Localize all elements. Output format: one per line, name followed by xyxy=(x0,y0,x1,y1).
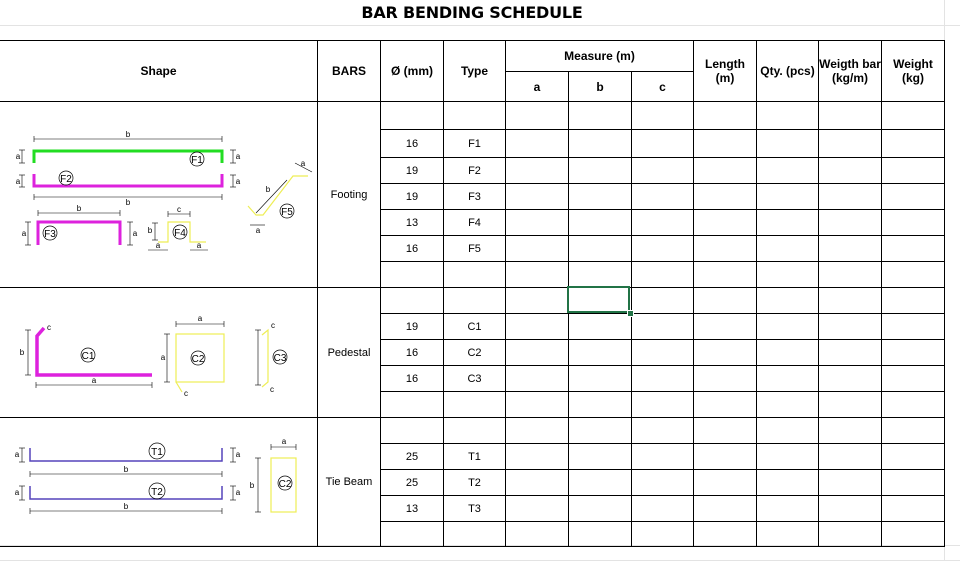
svg-text:a: a xyxy=(235,450,241,459)
label-T2: T2 xyxy=(151,487,163,498)
table-cell-type[interactable]: C1 xyxy=(467,320,482,333)
table-cell-type[interactable]: C2 xyxy=(467,346,482,359)
svg-text:a: a xyxy=(235,488,241,497)
svg-text:c: c xyxy=(270,385,274,394)
label-F2: F2 xyxy=(60,174,72,185)
svg-text:a: a xyxy=(91,376,97,385)
table-cell-type[interactable]: T2 xyxy=(468,476,481,489)
table-cell-type[interactable]: F5 xyxy=(468,242,481,255)
svg-text:a: a xyxy=(235,152,241,161)
group-footing: Footing xyxy=(330,188,368,201)
header-measure-b: b xyxy=(596,79,604,94)
header-length: Length (m) xyxy=(705,57,745,85)
tie-beam-shapes-diagram xyxy=(0,418,317,546)
header-type: Type xyxy=(460,64,489,78)
label-F3: F3 xyxy=(44,229,56,240)
svg-text:c: c xyxy=(177,205,181,214)
svg-text:c: c xyxy=(271,321,275,330)
svg-text:c: c xyxy=(184,389,188,398)
pedestal-shapes-diagram xyxy=(0,288,317,417)
table-cell-dia[interactable]: 13 xyxy=(405,216,419,229)
table-cell-dia[interactable]: 16 xyxy=(405,242,419,255)
svg-text:b: b xyxy=(76,204,82,213)
header-measure: Measure (m) xyxy=(564,49,635,63)
svg-text:b: b xyxy=(123,465,129,474)
svg-text:b: b xyxy=(125,130,131,139)
svg-text:a: a xyxy=(14,488,20,497)
table-cell-type[interactable]: T3 xyxy=(468,502,481,515)
group-tie-beam: Tie Beam xyxy=(325,476,373,488)
svg-text:a: a xyxy=(235,177,241,186)
label-T1: T1 xyxy=(151,447,163,458)
svg-text:b: b xyxy=(265,185,271,194)
table-cell-type[interactable]: C3 xyxy=(467,372,482,385)
label-F1: F1 xyxy=(191,155,203,166)
table-cell-type[interactable]: F2 xyxy=(468,164,481,177)
header-measure-a: a xyxy=(533,79,541,94)
table-cell-dia[interactable]: 13 xyxy=(405,502,419,515)
fill-handle[interactable] xyxy=(627,310,634,317)
svg-text:a: a xyxy=(155,241,161,250)
header-weight: Weight (kg) xyxy=(893,57,933,85)
svg-text:b: b xyxy=(147,226,153,235)
table-cell-dia[interactable]: 19 xyxy=(405,190,419,203)
selected-cell[interactable] xyxy=(567,286,630,313)
header-measure-c: c xyxy=(659,79,666,94)
svg-text:a: a xyxy=(15,177,21,186)
header-qty: Qty. (pcs) xyxy=(760,64,815,78)
header-weight-bar: Weigth bar (kg/m) xyxy=(819,57,881,85)
label-C2: C2 xyxy=(191,354,205,365)
label-C1: C1 xyxy=(81,351,95,362)
footing-shapes-diagram xyxy=(0,102,317,287)
svg-text:c: c xyxy=(47,323,51,332)
header-bars: BARS xyxy=(331,64,366,78)
label-F5: F5 xyxy=(281,207,293,218)
svg-text:a: a xyxy=(281,437,287,446)
table-cell-dia[interactable]: 16 xyxy=(405,346,419,359)
table-cell-dia[interactable]: 25 xyxy=(405,450,419,463)
svg-text:a: a xyxy=(255,226,261,235)
svg-text:a: a xyxy=(300,159,306,168)
header-shape: Shape xyxy=(140,64,177,78)
page-title: BAR BENDING SCHEDULE xyxy=(361,3,583,22)
svg-text:a: a xyxy=(160,353,166,362)
table-cell-dia[interactable]: 19 xyxy=(405,320,419,333)
svg-text:a: a xyxy=(196,241,202,250)
table-cell-dia[interactable]: 25 xyxy=(405,476,419,489)
svg-text:b: b xyxy=(19,348,25,357)
label-C2-tie: C2 xyxy=(278,479,292,490)
header-diameter: Ø (mm) xyxy=(391,64,433,78)
svg-text:a: a xyxy=(21,229,27,238)
table-cell-type[interactable]: F1 xyxy=(468,137,481,150)
table-cell-dia[interactable]: 19 xyxy=(405,164,419,177)
table-cell-type[interactable]: F3 xyxy=(468,190,481,203)
group-pedestal: Pedestal xyxy=(327,346,371,359)
label-F4: F4 xyxy=(174,228,186,239)
label-C3: C3 xyxy=(273,353,287,364)
table-cell-type[interactable]: T1 xyxy=(468,450,481,463)
svg-text:a: a xyxy=(14,450,20,459)
svg-text:a: a xyxy=(197,314,203,323)
table-cell-dia[interactable]: 16 xyxy=(405,137,419,150)
svg-text:a: a xyxy=(15,152,21,161)
svg-text:b: b xyxy=(249,481,255,490)
svg-text:a: a xyxy=(132,229,138,238)
table-cell-dia[interactable]: 16 xyxy=(405,372,419,385)
table-cell-type[interactable]: F4 xyxy=(468,216,481,229)
svg-text:b: b xyxy=(125,198,131,207)
svg-text:b: b xyxy=(123,502,129,511)
